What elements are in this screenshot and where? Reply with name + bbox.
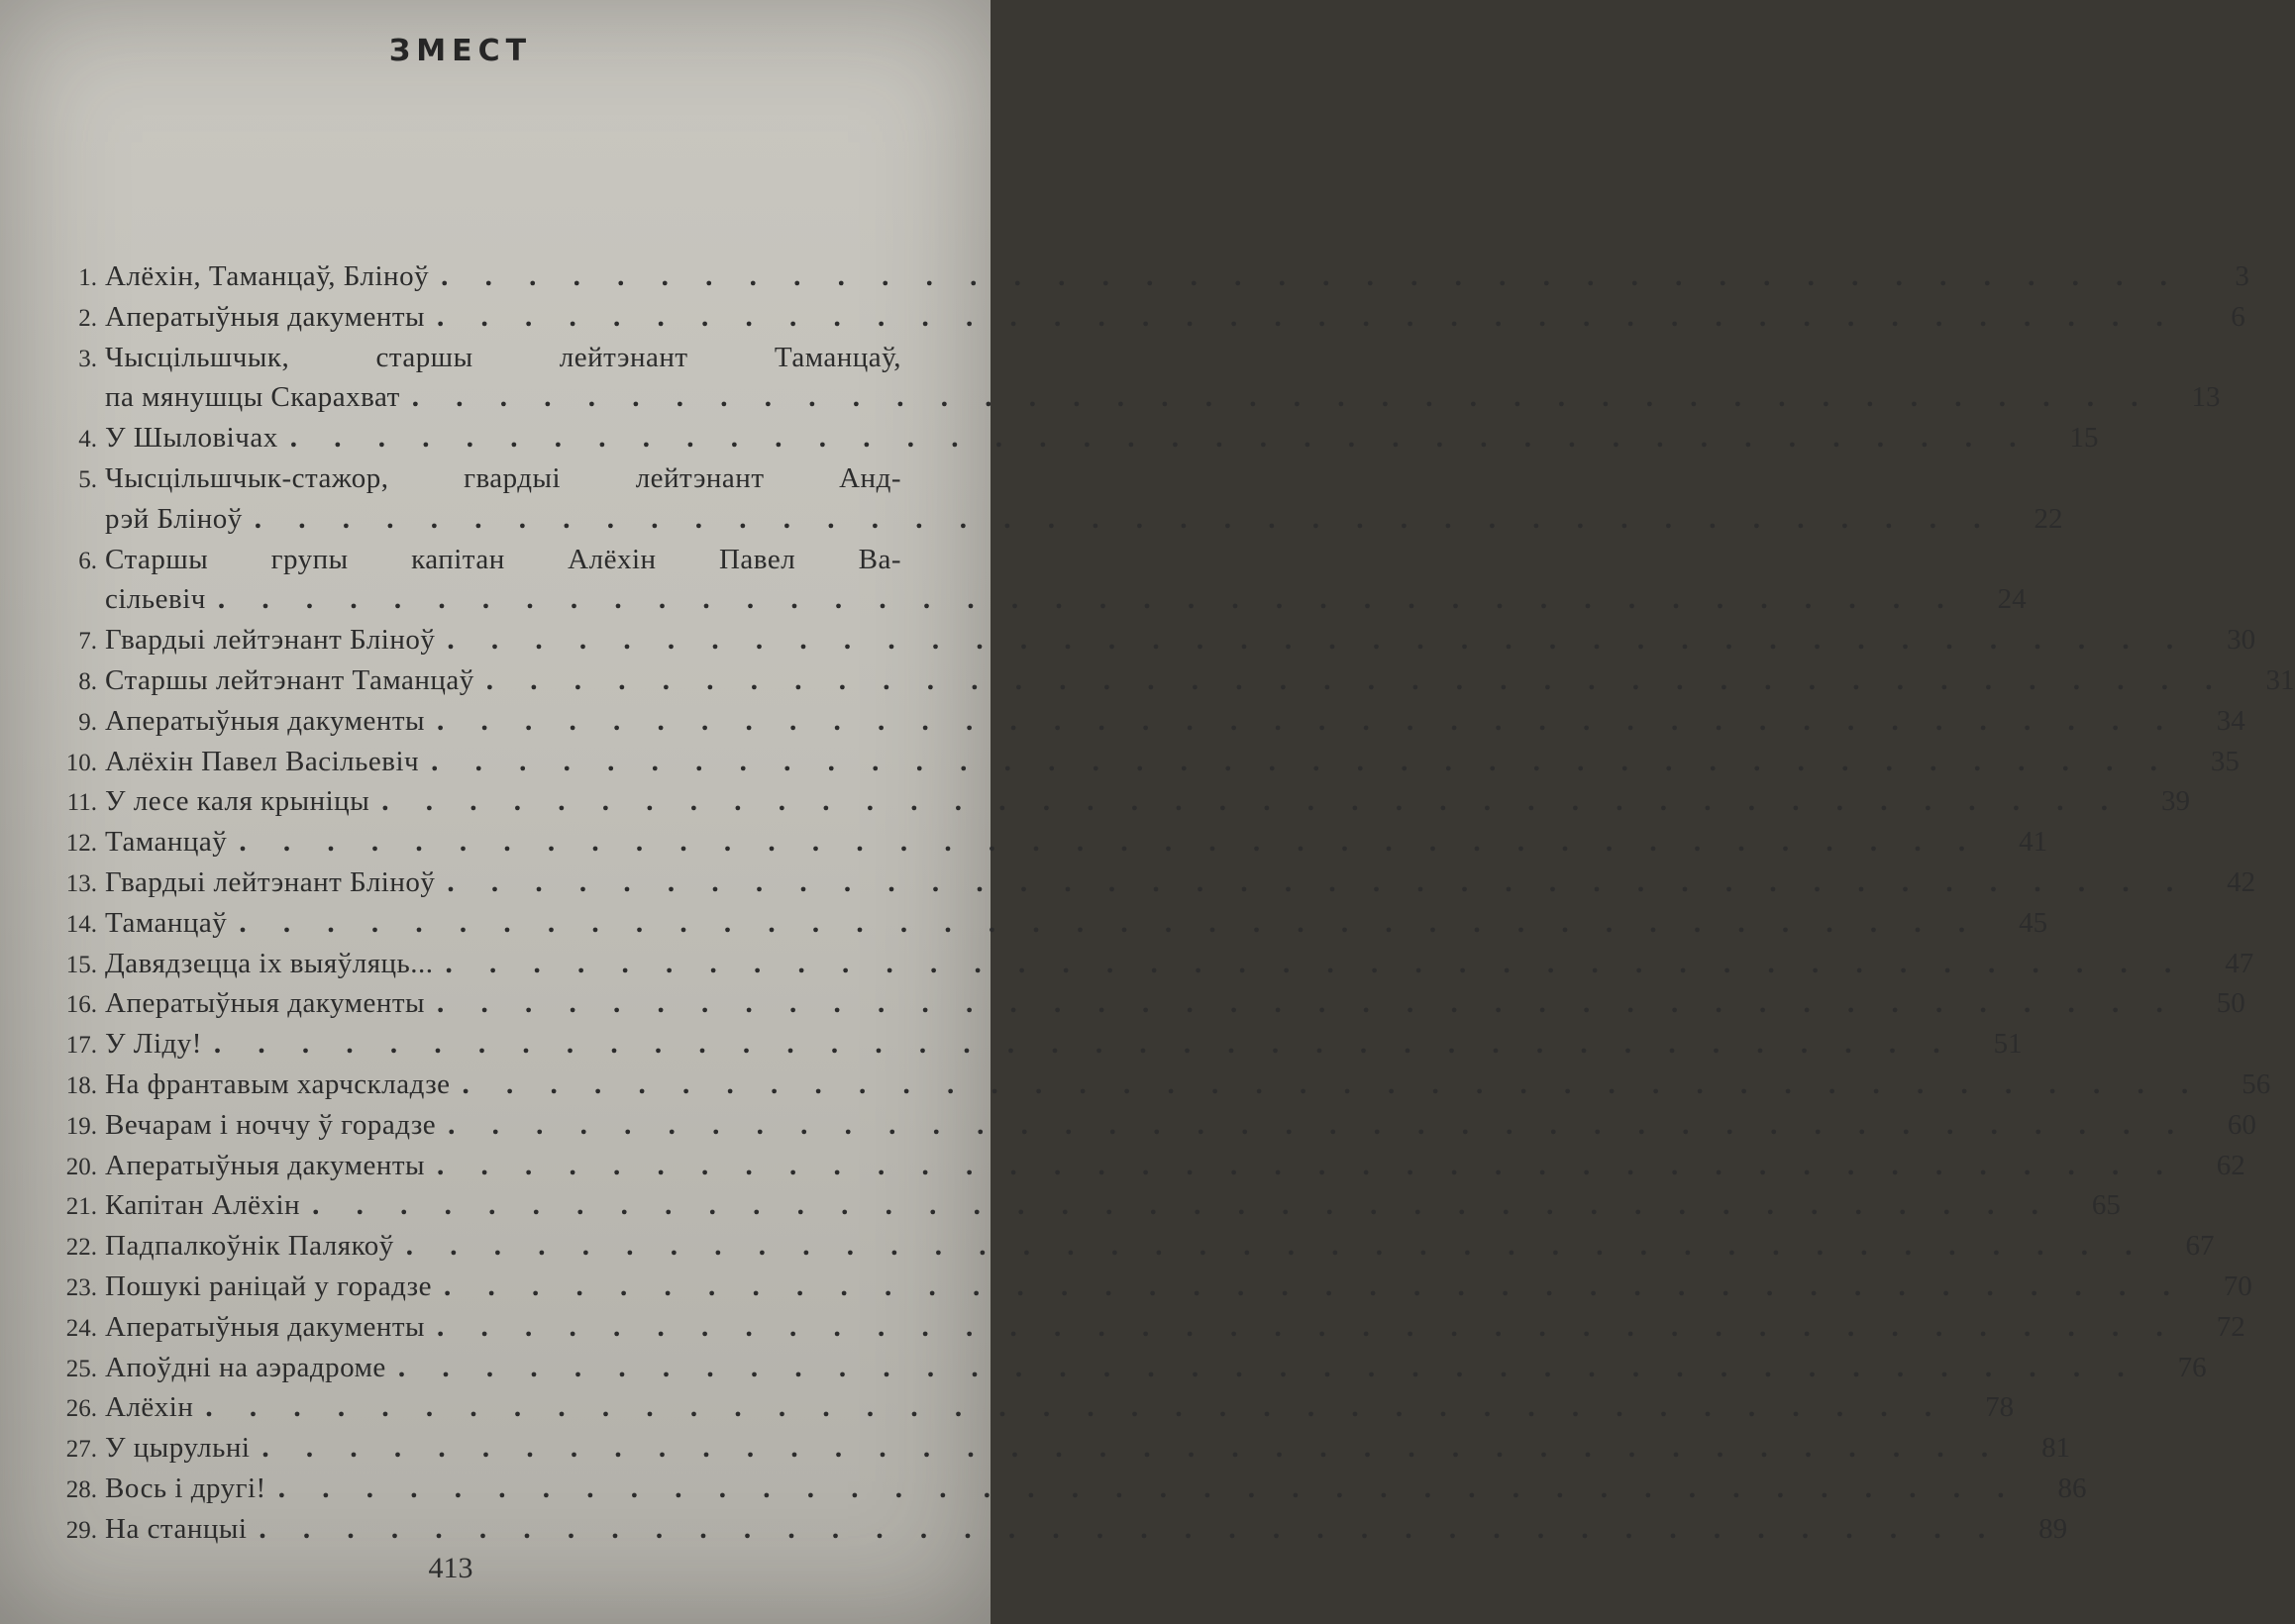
entry-number: 9. (78, 708, 97, 736)
entry-title: У цырульні (105, 1432, 251, 1465)
entry-title: Таманцаў (105, 826, 228, 859)
entry-title: Падпалкоўнік Палякоў (105, 1230, 394, 1263)
entry-page-number: 56 (2242, 1067, 2271, 1100)
entry-page-number: 72 (2216, 1310, 2245, 1343)
entry-number: 25. (65, 1355, 97, 1382)
entry-page-number: 30 (2227, 624, 2256, 657)
entry-title: Капітан Алёхін (105, 1189, 301, 1222)
entry-number: 3. (78, 345, 97, 372)
dot-leader: . . . . . . . . . . . . . . . . . . . . . . . . . . . . . . . . . . . . . . . . (277, 1472, 2020, 1504)
entry-number: 20. (65, 1153, 97, 1180)
entry-title: Аператыўныя дакументы (105, 1310, 426, 1343)
dot-leader: . . . . . . . . . . . . . . . . . . . . . . . . . . . . . . . . . . . . . . . . (381, 785, 2123, 818)
toc-entry (40, 1065, 2271, 1105)
entry-title: Гвардыі лейтэнант Бліноў (105, 865, 436, 898)
entry-title: Гвардыі лейтэнант Бліноў (105, 624, 436, 657)
entry-title: Аператыўныя дакументы (105, 1149, 426, 1181)
entry-page-number: 76 (2177, 1351, 2207, 1383)
dot-leader: . . . . . . . . . . . . . . . . . . . . . . . . . . . . . . . . . . . . . . . . (289, 422, 2032, 455)
entry-page-number: 24 (1997, 583, 2027, 616)
entry-title: Пошукі раніцай у горадзе (105, 1269, 433, 1302)
toc-entry (40, 1185, 2121, 1226)
entry-number: 19. (65, 1112, 97, 1140)
dot-leader: . . . . . . . . . . . . . . . . . . . . . . . . . . . . . . . . . . . . . . . . (437, 300, 2178, 333)
entry-number: 27. (65, 1436, 97, 1464)
dot-leader: . . . . . . . . . . . . . . . . . . . . . . . . . . . . . . . . . . . . . . . . (447, 624, 2189, 657)
entry-title: У Шыловічах (105, 422, 278, 455)
entry-page-number: 89 (2038, 1512, 2068, 1545)
entry-title: Чысцільшчык-стажор, гвардыі лейтэнант Анд- (105, 461, 901, 494)
entry-title: У Ліду! (105, 1028, 202, 1061)
entry-title-continued: рэй Бліноў (105, 502, 243, 535)
entry-title-continued: па мянушцы Скарахват (105, 381, 400, 414)
entry-number: 4. (78, 426, 97, 454)
dot-leader: . . . . . . . . . . . . . . . . . . . . . . . . . . . . . . . . . . . . . . . . (447, 865, 2189, 898)
entry-page-number: 47 (2225, 947, 2254, 979)
entry-title: Аператыўныя дакументы (105, 987, 426, 1020)
entry-number: 16. (65, 991, 97, 1019)
entry-number: 8. (78, 667, 97, 695)
dot-leader: . . . . . . . . . . . . . . . . . . . . . . . . . . . . . . . . . . . . . . . . (312, 1189, 2053, 1222)
entry-page-number: 3 (2235, 260, 2249, 292)
entry-number: 11. (66, 789, 97, 817)
dot-leader: . . . . . . . . . . . . . . . . . . . . . . . . . . . . . . . . . . . . . . . . (437, 987, 2178, 1020)
entry-number: 6. (78, 547, 97, 574)
entry-number: 7. (78, 628, 97, 656)
dot-leader: . . . . . . . . . . . . . . . . . . . . . . . . . . . . . . . . . . . . . . . . (213, 1028, 1955, 1061)
toc-entry (40, 903, 2048, 944)
entry-title: На франтавым харчскладзе (105, 1067, 451, 1100)
entry-title: Таманцаў (105, 906, 228, 939)
entry-number: 12. (65, 830, 97, 858)
entry-number: 26. (65, 1395, 97, 1423)
dot-leader: . . . . . . . . . . . . . . . . . . . . . . . . . . . . . . . . . . . . . . . . (437, 1149, 2178, 1181)
toc-entry (40, 1348, 2207, 1388)
toc-entry (40, 983, 2245, 1024)
entry-page-number: 60 (2227, 1108, 2256, 1141)
entry-title: Алёхін, Таманцаў, Бліноў (105, 260, 430, 292)
dot-leader: . . . . . . . . . . . . . . . . . . . . . . . . . . . . . . . . . . . . . . . . (239, 906, 1981, 939)
dot-leader: . . . . . . . . . . . . . . . . . . . . . . . . . . . . . . . . . . . . . . . . (437, 704, 2178, 737)
entry-page-number: 62 (2216, 1149, 2245, 1181)
entry-number: 5. (78, 465, 97, 493)
entry-title: Вечарам і ноччу ў горадзе (105, 1108, 437, 1141)
entry-title: Аператыўныя дакументы (105, 704, 426, 737)
toc-entry (40, 1267, 2252, 1307)
entry-page-number: 45 (2019, 906, 2048, 939)
toc-entry (40, 660, 2295, 701)
entry-page-number: 50 (2216, 987, 2245, 1020)
entry-page-number: 70 (2223, 1269, 2252, 1302)
dot-leader: . . . . . . . . . . . . . . . . . . . . . . . . . . . . . . . . . . . . . . . . (405, 1230, 2147, 1263)
entry-number: 22. (65, 1234, 97, 1262)
toc-entry (40, 1509, 2068, 1550)
toc-entry (40, 540, 2027, 621)
dot-leader: . . . . . . . . . . . . . . . . . . . . . . . . . . . . . . . . . . . . . . . . (485, 663, 2228, 696)
toc-entry (40, 863, 2256, 903)
toc-entry (40, 742, 2240, 782)
table-of-contents (40, 256, 2295, 1550)
entry-page-number: 41 (2019, 826, 2048, 859)
entry-title: Вось і другі! (105, 1472, 266, 1504)
entry-number: 10. (65, 749, 97, 776)
entry-number: 14. (65, 910, 97, 938)
entry-title: Чысцільшчык, старшы лейтэнант Таманцаў, (105, 341, 901, 373)
dot-leader: . . . . . . . . . . . . . . . . . . . . . . . . . . . . . . . . . . . . . . . . (239, 826, 1981, 859)
dot-leader: . . . . . . . . . . . . . . . . . . . . . . . . . . . . . . . . . . . . . . . . (445, 947, 2187, 979)
entry-number: 13. (65, 869, 97, 897)
entry-title: На станцыі (105, 1512, 248, 1545)
entry-page-number: 39 (2160, 785, 2190, 818)
dot-leader: . . . . . . . . . . . . . . . . . . . . . . . . . . . . . . . . . . . . . . . . (431, 745, 2172, 777)
entry-page-number: 34 (2216, 704, 2245, 737)
toc-entry (40, 338, 2221, 419)
entry-title: Алёхін (105, 1391, 194, 1424)
entry-number: 23. (65, 1273, 97, 1301)
toc-entry (40, 1428, 2071, 1469)
dot-leader: . . . . . . . . . . . . . . . . . . . . . . . . . . . . . . . . . . . . . . . . (462, 1067, 2204, 1100)
entry-title: У лесе каля крыніцы (105, 785, 370, 818)
entry-number: 28. (65, 1475, 97, 1503)
contents-heading: ЗМЕСТ (388, 34, 533, 68)
entry-number: 18. (65, 1071, 97, 1099)
entry-title: Алёхін Павел Васільевіч (105, 745, 420, 777)
entry-page-number: 86 (2057, 1472, 2087, 1504)
entry-page-number: 13 (2191, 381, 2221, 414)
toc-entry (40, 822, 2048, 863)
entry-page-number: 67 (2185, 1230, 2215, 1263)
dot-leader: . . . . . . . . . . . . . . . . . . . . . . . . . . . . . . . . . . . . . . . . (217, 583, 1959, 616)
entry-page-number: 35 (2210, 745, 2240, 777)
entry-number: 17. (65, 1032, 97, 1060)
page-number: 413 (428, 1552, 473, 1584)
toc-entry (40, 1105, 2256, 1146)
entry-number: 29. (65, 1516, 97, 1544)
toc-entry (40, 418, 2099, 458)
entry-title: Старшы лейтэнант Таманцаў (105, 663, 474, 696)
entry-page-number: 65 (2091, 1189, 2121, 1222)
dot-leader: . . . . . . . . . . . . . . . . . . . . . . . . . . . . . . . . . . . . . . . . (397, 1351, 2139, 1383)
entry-title: Старшы групы капітан Алёхін Павел Ва- (105, 543, 901, 575)
toc-entry (40, 297, 2245, 338)
dot-leader: . . . . . . . . . . . . . . . . . . . . . . . . . . . . . . . . . . . . . . . . (441, 260, 2182, 292)
toc-entry (40, 701, 2245, 742)
toc-entry (40, 1387, 2015, 1428)
toc-entry (40, 1469, 2087, 1509)
dot-leader: . . . . . . . . . . . . . . . . . . . . . . . . . . . . . . . . . . . . . . . . (444, 1269, 2185, 1302)
dot-leader: . . . . . . . . . . . . . . . . . . . . . . . . . . . . . . . . . . . . . . . . (411, 381, 2153, 414)
entry-page-number: 78 (1985, 1391, 2015, 1424)
toc-entry (40, 620, 2256, 660)
toc-entry (40, 1307, 2245, 1348)
dot-leader: . . . . . . . . . . . . . . . . . . . . . . . . . . . . . . . . . . . . . . . . (254, 502, 1996, 535)
entry-title: Давядзецца іх выяўляць... (105, 947, 434, 979)
entry-number: 24. (65, 1314, 97, 1342)
toc-entry (40, 1146, 2245, 1186)
entry-number: 21. (65, 1193, 97, 1221)
dot-leader: . . . . . . . . . . . . . . . . . . . . . . . . . . . . . . . . . . . . . . . . (259, 1512, 2001, 1545)
entry-number: 15. (65, 951, 97, 978)
entry-page-number: 6 (2231, 300, 2245, 333)
toc-entry (40, 1226, 2215, 1267)
entry-number: 2. (78, 304, 97, 332)
toc-entry (40, 458, 2063, 540)
toc-entry (40, 256, 2249, 297)
toc-entry (40, 781, 2190, 822)
entry-page-number: 22 (2034, 502, 2063, 535)
toc-entry (40, 944, 2254, 984)
entry-title-continued: сільевіч (105, 583, 206, 616)
entry-title: Аператыўныя дакументы (105, 300, 426, 333)
dot-leader: . . . . . . . . . . . . . . . . . . . . . . . . . . . . . . . . . . . . . . . . (205, 1391, 1947, 1424)
entry-page-number: 81 (2041, 1432, 2071, 1465)
entry-page-number: 42 (2227, 865, 2256, 898)
toc-entry (40, 1024, 2023, 1065)
dot-leader: . . . . . . . . . . . . . . . . . . . . . . . . . . . . . . . . . . . . . . . . (448, 1108, 2189, 1141)
entry-page-number: 31 (2265, 663, 2295, 696)
dot-leader: . . . . . . . . . . . . . . . . . . . . . . . . . . . . . . . . . . . . . . . . (437, 1310, 2178, 1343)
dot-leader: . . . . . . . . . . . . . . . . . . . . . . . . . . . . . . . . . . . . . . . . (261, 1432, 2004, 1465)
entry-title: Апоўдні на аэрадроме (105, 1351, 386, 1383)
entry-number: 1. (78, 264, 97, 291)
entry-page-number: 51 (1993, 1028, 2023, 1061)
entry-page-number: 15 (2069, 422, 2099, 455)
